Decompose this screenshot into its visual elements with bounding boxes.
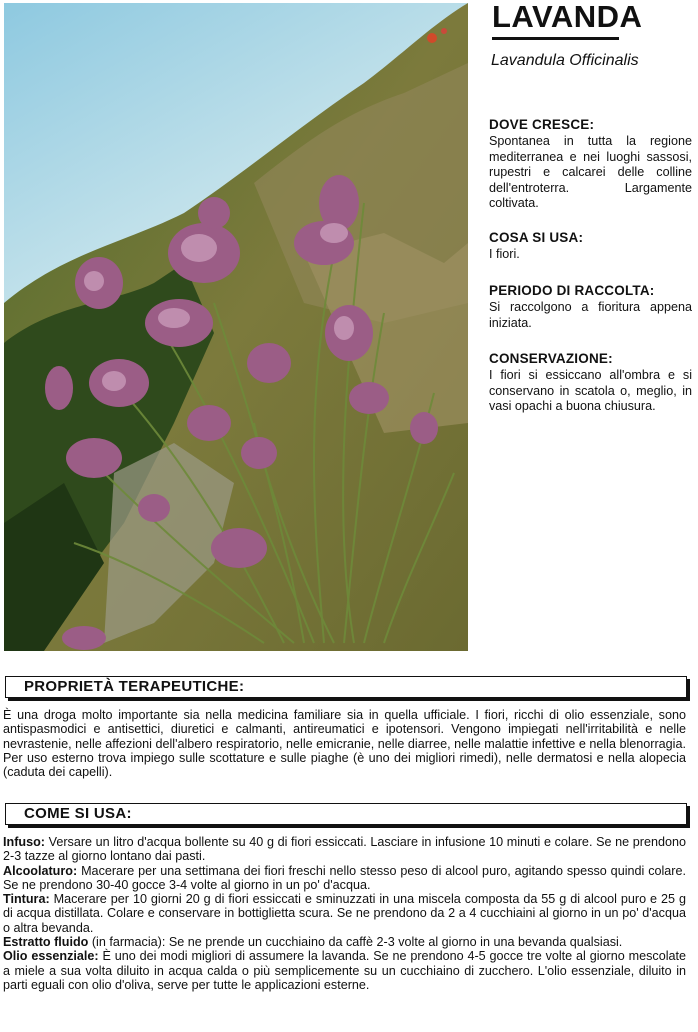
usage-text: Macerare per una settimana dei fiori freschi nello stesso peso di alcool puro, agitando spesso quindi colare. Se ne prendono 30-40 gocce 3-4 volte al giorno in un po' d'acqua. [3, 863, 686, 892]
lavender-photo [4, 3, 468, 651]
therapeutic-text: È una droga molto importante sia nella medicina familiare sia in quella ufficiale. I fiori, ricchi di olio essenziale, sono antispasmodici e antisettici, diuretici e calmanti, antireumatici e ipotensori. Vengono impiegati nell'irritabilità e nelle nevrastenie, nelle affezioni dell'albero respiratorio, nelle emicranie, nelle diarree, nelle malattie infettive e nella blenorragia. Per uso esterno trova impiego sulle scottature e sulle piaghe (è uno dei migliori rimedi), nelle dermatosi e nella alopecia (caduta dei capelli). [3, 708, 686, 780]
section-cosa-si-usa [489, 230, 692, 263]
usage-list [3, 835, 686, 992]
usage-term: Alcoolaturo: [3, 863, 78, 878]
section-heading: DOVE CRESCE: [489, 117, 595, 132]
section-heading: PERIODO DI RACCOLTA: [489, 283, 655, 298]
section-periodo-raccolta [489, 283, 692, 331]
usage-item [3, 949, 686, 992]
usage-item [3, 835, 686, 864]
usage-text: Macerare per 10 giorni 20 g di fiori essiccati e sminuzzati in una miscela composta da 55 g di alcool puro e 25 g di acqua distillata. Colare e conservare in bottiglietta scura. Se ne prendono da 2 a 4 cucchiaini al giorno in un po' d'acqua o altra bevanda. [3, 892, 686, 935]
usage-heading: COME SI USA: [24, 805, 132, 822]
usage-term: Estratto fluido [3, 935, 89, 950]
latin-name: Lavandula Officinalis [491, 52, 639, 69]
usage-term: Olio essenziale: [3, 949, 99, 964]
section-conservazione [489, 351, 692, 415]
usage-term: Infuso: [3, 835, 45, 849]
usage-text: È uno dei modi migliori di assumere la lavanda. Se ne prendono 4-5 gocce tre volte al giorno mescolate a miele a sua volta diluito in acqua calda o più semplicemente su un cucchiaino di zucchero. L'olio essenziale, diluito in parti eguali con olio d'oliva, serve per tutte le applicazioni esterne. [3, 949, 686, 992]
usage-item [3, 892, 686, 935]
usage-item [3, 935, 686, 949]
usage-text: (in farmacia): Se ne prende un cucchiaino da caffè 2-3 volte al giorno in una bevanda qualsiasi. [88, 935, 623, 950]
title-underline [492, 37, 619, 40]
therapeutic-heading-bar [5, 676, 687, 698]
section-text: I fiori si essiccano all'ombra e si conservano in scatola o, meglio, in vasi opachi a buona chiusura. [489, 368, 692, 414]
usage-item [3, 864, 686, 893]
section-heading: CONSERVAZIONE: [489, 351, 613, 366]
section-dove-cresce [489, 117, 692, 212]
therapeutic-heading: PROPRIETÀ TERAPEUTICHE: [24, 678, 245, 695]
usage-text: Versare un litro d'acqua bollente su 40 g di fiori essiccati. Lasciare in infusione 10 minuti e colare. Se ne prendono 2-3 tazze al giorno lontano dai pasti. [3, 835, 686, 864]
section-text: I fiori. [489, 247, 520, 261]
page-title: LAVANDA [492, 0, 643, 34]
usage-heading-bar [5, 803, 687, 825]
section-heading: COSA SI USA: [489, 230, 584, 245]
section-text: Si raccolgono a fioritura appena iniziata. [489, 300, 692, 330]
section-text: Spontanea in tutta la regione mediterranea e nei luoghi sassosi, rupestri e calcarei delle colline dell'entroterra. Largamente coltivata. [489, 134, 692, 211]
usage-term: Tintura: [3, 892, 50, 907]
